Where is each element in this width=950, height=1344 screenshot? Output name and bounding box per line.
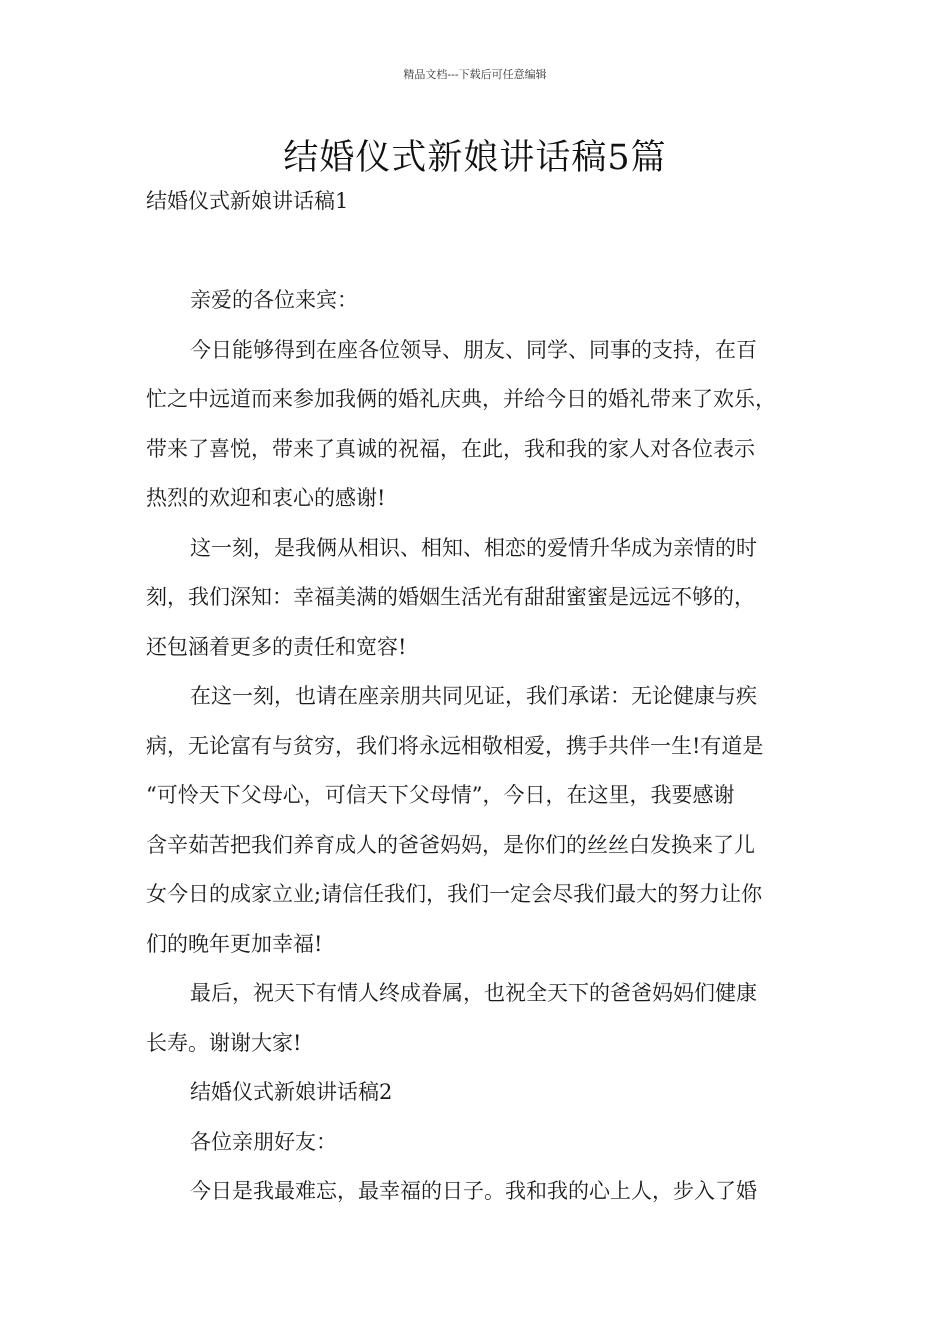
paragraph-line: 带来了喜悦，带来了真诚的祝福，在此，我和我的家人对各位表示 bbox=[146, 437, 755, 461]
paragraph-line: 病，无论富有与贫穷，我们将永远相敬相爱，携手共伴一生!有道是 bbox=[146, 734, 764, 758]
paragraph-line: 今日能够得到在座各位领导、朋友、同学、同事的支持，在百 bbox=[190, 338, 757, 362]
paragraph-line: 长寿。谢谢大家! bbox=[146, 1031, 302, 1055]
paragraph-line: 含辛茹苦把我们养育成人的爸爸妈妈，是你们的丝丝白发换来了儿 bbox=[146, 833, 755, 857]
paragraph-line: 女今日的成家立业;请信任我们，我们一定会尽我们最大的努力让你 bbox=[146, 882, 763, 906]
paragraph-line: 这一刻，是我俩从相识、相知、相恋的爱情升华成为亲情的时 bbox=[190, 536, 757, 560]
document-title: 结婚仪式新娘讲话稿5篇 bbox=[283, 138, 667, 178]
paragraph-line: 最后，祝天下有情人终成眷属，也祝全天下的爸爸妈妈们健康 bbox=[190, 981, 757, 1005]
paragraph-line: 还包涵着更多的责任和宽容! bbox=[146, 635, 407, 659]
greeting-2: 各位亲朋好友： bbox=[190, 1130, 337, 1154]
paragraph-line: 刻，我们深知：幸福美满的婚姻生活光有甜甜蜜蜜是远远不够的， bbox=[146, 585, 755, 609]
paragraph-line: 热烈的欢迎和衷心的感谢! bbox=[146, 486, 386, 510]
section-heading-1: 结婚仪式新娘讲话稿1 bbox=[146, 189, 349, 213]
greeting-1: 亲爱的各位来宾： bbox=[190, 288, 358, 312]
paragraph-line: 今日是我最难忘，最幸福的日子。我和我的心上人，步入了婚 bbox=[190, 1179, 757, 1203]
paragraph-line: “可怜天下父母心，可信天下父母情”，今日，在这里，我要感谢 bbox=[146, 783, 735, 807]
section-heading-2: 结婚仪式新娘讲话稿2 bbox=[190, 1080, 393, 1104]
header-note: 精品文档---下载后可任意编辑 bbox=[403, 68, 547, 81]
paragraph-line: 在这一刻，也请在座亲朋共同见证，我们承诺：无论健康与疾 bbox=[190, 684, 757, 708]
paragraph-line: 们的晚年更加幸福! bbox=[146, 932, 323, 956]
paragraph-line: 忙之中远道而来参加我俩的婚礼庆典，并给今日的婚礼带来了欢乐， bbox=[146, 387, 776, 411]
